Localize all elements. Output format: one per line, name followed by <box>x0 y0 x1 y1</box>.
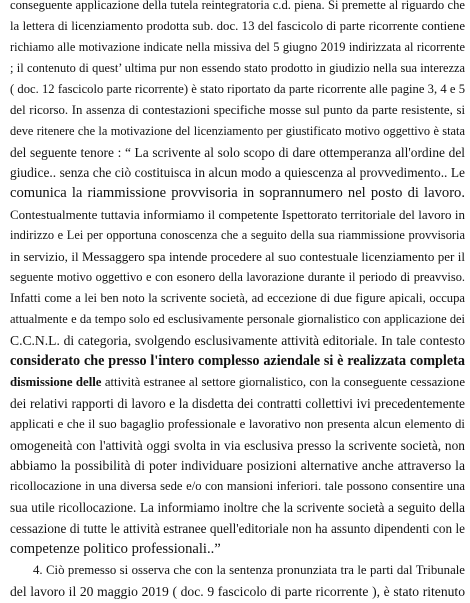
text-line: applicati e che il suo bagaglio professionale e lavorativo non presenta alcun elemento di <box>10 416 465 431</box>
text-line: ricollocazione in una diversa sede e/o con mansioni inferiori. tale possono consentire una <box>10 479 465 494</box>
text-line: abbiamo la possibilità di poter individuare posizioni alternative anche attraverso la <box>10 458 465 474</box>
bold-phrase: dismissione delle <box>10 374 102 389</box>
text-line: comunica la riammissione provvisoria in soprannumero nel posto di lavoro. <box>10 185 465 202</box>
text-line: Contestualmente tuttavia informiamo il competente Ispettorato territoriale del lavoro in <box>10 207 465 223</box>
text-line: del seguente tenore : “ La scrivente al solo scopo di dare ottemperanza all'ordine del <box>10 144 465 160</box>
text-line: attualmente e da tempo solo ed esclusivamente personale giornalistico con applicazione dei <box>10 311 465 326</box>
text-line-bold: considerato che presso l'intero complesso aziendale si è realizzata completa <box>10 352 465 369</box>
text-line: seguente motivo oggettivo e con esonero della lavorazione durante il periodo di preavviso. <box>10 270 465 285</box>
text-line: Infatti come a lei ben noto la scrivente società, ad eccezione di due figure apicali, occupa <box>10 291 465 305</box>
text-line: la lettera di licenziamento prodotta sub. doc. 13 del fascicolo di parte ricorrente contiene <box>10 18 465 33</box>
text-line: sua utile ricollocazione. La informiamo inoltre che la scrivente società a seguito della <box>10 500 465 516</box>
text-line: competenze politico professionali..” <box>10 541 221 558</box>
paragraph-start-line: 4. Ciò premesso si osserva che con la sentenza pronunziata tra le parti dal Tribunale <box>33 563 465 578</box>
text-line: ; il contenuto di quest’ ultima pur non essendo stato prodotto in giudizio nella sua interezza <box>10 60 465 75</box>
text-line: dei relativi rapporti di lavoro e la disdetta dei contratti collettivi ivi precedentemente <box>10 395 465 411</box>
text-line: C.C.N.L. di categoria, svolgendo esclusivamente attività editoriale. In tale contesto <box>10 332 465 348</box>
text-line: cessazione di tutte le attività estranee quell'editoriale non ha assunto dipendenti con le <box>10 521 465 537</box>
text-line: richiamo alle motivazione indicate nella missiva del 5 giugno 2019 indirizzata al ricorrente <box>10 39 465 54</box>
text-line: conseguente applicazione della tutela reintegratoria c.d. piena. Si premette al riguardo che <box>10 0 465 12</box>
text-line: del lavoro il 20 maggio 2019 ( doc. 9 fascicolo di parte ricorrente ), è stato ritenuto <box>10 584 465 599</box>
text-line: indirizzo e Lei per opportuna conoscenza che a seguito della sua riammissione provvisoria <box>10 228 465 243</box>
text-line: omogeneità con l'attività oggi svolta in via esclusiva presso la scrivente società, non <box>10 437 465 453</box>
text-line: in servizio, il Messaggero spa intende procedere al suo contestuale licenziamento per il <box>10 249 465 265</box>
text-span: attività estranee al settore giornalistico, con la conseguente cessazione <box>104 374 465 389</box>
text-line: ( doc. 12 fascicolo parte ricorrente) è stato riportato da parte ricorrente alle pagine 3, 4 e 5 <box>10 81 465 96</box>
text-line-mixed <box>10 371 465 394</box>
text-line: del ricorso. In assenza di contestazioni specifiche mosse sul punto da parte resistente, si <box>10 102 465 117</box>
text-line: giudice.. senza che ciò costituisca in alcun modo a quiescenza al provvedimento.. Le <box>10 165 465 181</box>
text-line: deve ritenere che la motivazione del licenziamento per giustificato motivo oggettivo è stata <box>10 123 465 138</box>
